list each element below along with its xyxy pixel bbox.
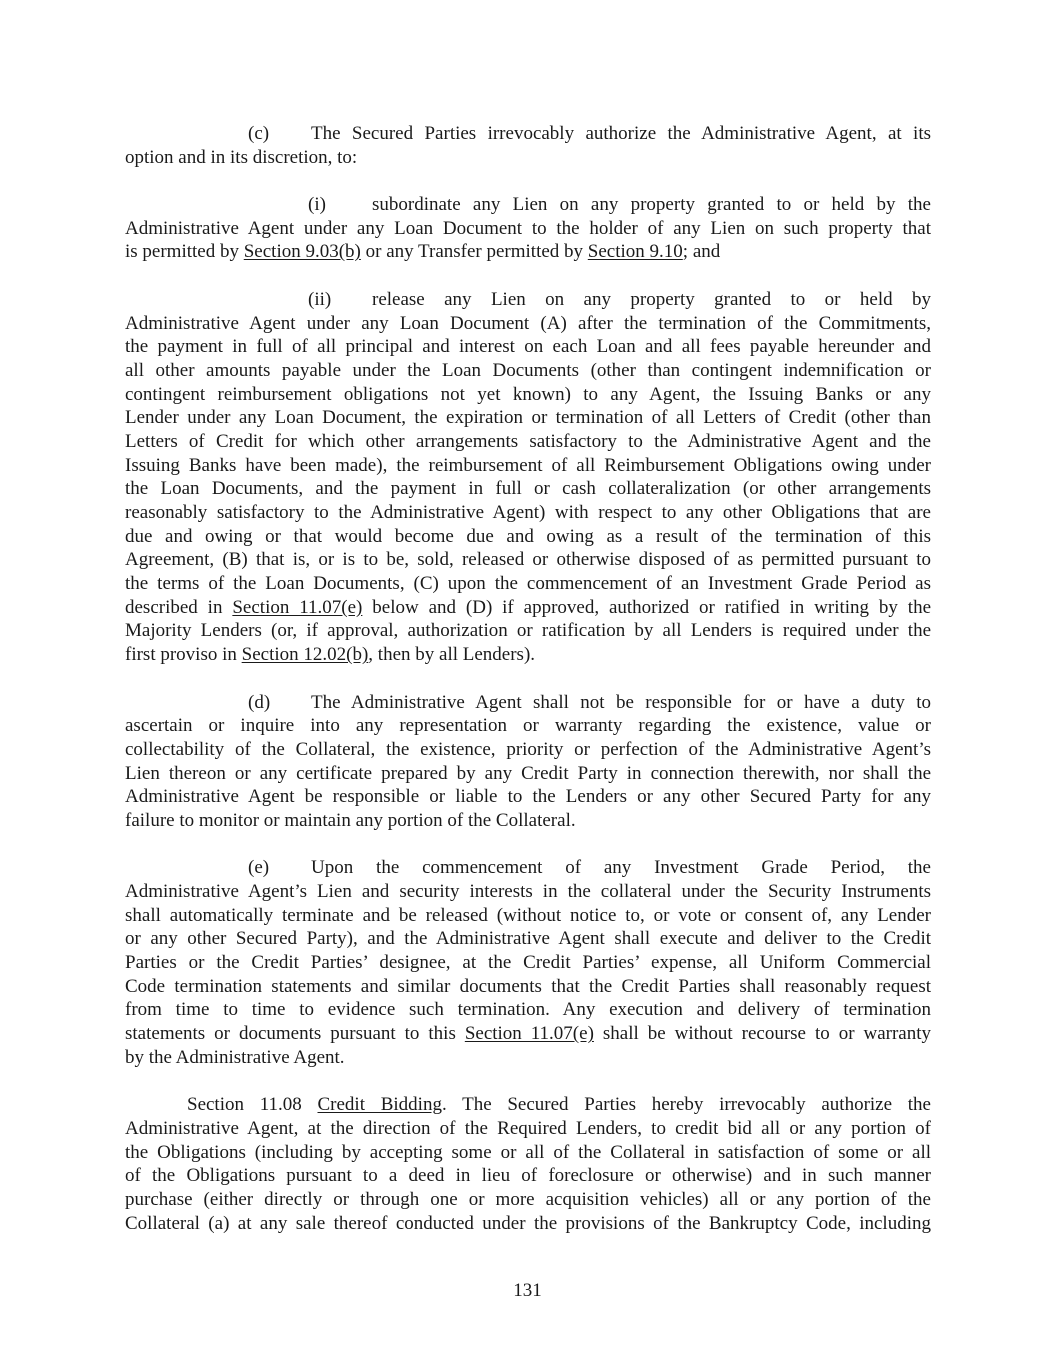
section-11-08 (125, 1093, 931, 1235)
text-line: option and in its discretion, to: (125, 146, 358, 168)
text-line: Administrative Agent, at the direction of the Required Lenders, to credit bid all or any portion of (125, 1117, 931, 1139)
text-line: Administrative Agent under any Loan Document (A) after the termination of the Commitments, (125, 312, 931, 334)
text-line: purchase (either directly or through one or more acquisition vehicles) all or any portion of the (125, 1188, 931, 1210)
paragraph-label: (c) (248, 123, 270, 144)
text-line: The Administrative Agent shall not be responsible for or have a duty to (311, 691, 931, 713)
text-line: Collateral (a) at any sale thereof conducted under the provisions of the Bankruptcy Code, including (125, 1212, 931, 1234)
text-line: Majority Lenders (or, if approval, authorization or ratification by all Lenders is required under the (125, 620, 931, 642)
text-line: Issuing Banks have been made), the reimbursement of all Reimbursement Obligations owing under (125, 454, 931, 476)
paragraph-e (125, 856, 931, 1069)
text-line: reasonably satisfactory to the Administrative Agent) with respect to any other Obligations that are (125, 502, 931, 523)
text-line: . The Secured Parties hereby irrevocably authorize the (441, 1094, 931, 1116)
section-11-07e-link[interactable]: Section 11.07(e) (464, 1023, 594, 1045)
paragraph-label: (ii) (308, 288, 332, 310)
paragraph-label: (i) (308, 194, 326, 216)
text-line: The Secured Parties irrevocably authorize the Administrative Agent, at its (311, 123, 931, 144)
text-line: the Obligations (including by accepting some or all of the Collateral in satisfaction of some or all (125, 1141, 931, 1163)
text-line: contingent reimbursement obligations not yet known) to any Agent, the Issuing Banks or any (125, 383, 931, 405)
page-number: 131 (513, 1280, 542, 1301)
text-line: shall automatically terminate and be released (without notice to, or vote or consent of, any Lender (125, 904, 931, 926)
text-line: of the Obligations pursuant to a deed in lieu of foreclosure or otherwise) and in such manner (125, 1165, 931, 1187)
paragraph-d (125, 691, 931, 833)
paragraph-label: (d) (248, 691, 271, 713)
text-line: statements or documents pursuant to this Section 11.07(e) shall be without recourse to or warranty (125, 1023, 932, 1045)
paragraph-c-ii (125, 288, 931, 667)
text-line: Lien thereon or any certificate prepared by any Credit Party in connection therewith, nor shall the (125, 762, 931, 784)
text-line: release any Lien on any property granted to or held by (372, 288, 931, 310)
document-page (125, 122, 931, 1259)
text-line: the Loan Documents, and the payment in full or cash collateralization (or other arrangements (125, 478, 931, 500)
text-line: is permitted by Section 9.03(b) or any Transfer permitted by Section 9.10; and (125, 241, 721, 263)
text-line: Letters of Credit for which other arrangements satisfactory to the Administrative Agent and the (125, 430, 931, 452)
text-line: first proviso in Section 12.02(b), then by all Lenders). (125, 644, 536, 666)
text-line: or any other Secured Party), and the Administrative Agent shall execute and deliver to the Credit (125, 928, 931, 950)
text-line: Parties or the Credit Parties’ designee, at the Credit Parties’ expense, all Uniform Commercial (125, 952, 931, 974)
section-number: Section 11.08 (187, 1094, 318, 1116)
text-line: Administrative Agent under any Loan Document to the holder of any Lien on such property that (125, 217, 931, 239)
text-line: Lender under any Loan Document, the expiration or termination of all Letters of Credit (other than (125, 407, 931, 429)
text-line: from time to time to evidence such termination. Any execution and delivery of termination (125, 999, 931, 1021)
text-line: Administrative Agent be responsible or liable to the Lenders or any other Secured Party for any (125, 786, 931, 808)
section-11-07e-link[interactable]: Section 11.07(e) (232, 596, 363, 618)
text-line: by the Administrative Agent. (125, 1046, 345, 1068)
section-9-10-link[interactable]: Section 9.10 (587, 241, 683, 263)
text-line: Agreement, (B) that is, or is to be, sold, released or otherwise disposed of as permitted pursuant to (125, 549, 931, 571)
section-heading: Credit Bidding (317, 1094, 442, 1116)
text-line: described in Section 11.07(e) below and (D) if approved, authorized or ratified in writing by the (125, 596, 932, 618)
text-line: failure to monitor or maintain any portion of the Collateral. (125, 809, 576, 831)
text-line: ascertain or inquire into any representation or warranty regarding the existence, value or (125, 715, 931, 737)
paragraph-c (125, 122, 931, 169)
text-line: due and owing or that would become due and owing as a result of the termination of this (125, 525, 931, 547)
text-line: Administrative Agent’s Lien and security interests in the collateral under the Security Instruments (125, 881, 931, 902)
paragraph-c-i (125, 193, 931, 264)
text-line: Upon the commencement of any Investment Grade Period, the (311, 857, 931, 879)
text-line: Code termination statements and similar documents that the Credit Parties shall reasonably request (125, 975, 931, 997)
text-line: the terms of the Loan Documents, (C) upon the commencement of an Investment Grade Period as (125, 573, 931, 595)
text-line: collectability of the Collateral, the existence, priority or perfection of the Administrative Agent’s (125, 738, 931, 760)
text-line: all other amounts payable under the Loan Documents (other than contingent indemnification or (125, 359, 931, 381)
text-line: the payment in full of all principal and interest on each Loan and all fees payable hereunder and (125, 336, 931, 358)
text-line: subordinate any Lien on any property granted to or held by the (372, 194, 931, 216)
section-9-03b-link[interactable]: Section 9.03(b) (243, 241, 361, 263)
paragraph-label: (e) (248, 857, 270, 879)
section-12-02b-link[interactable]: Section 12.02(b) (241, 644, 369, 666)
